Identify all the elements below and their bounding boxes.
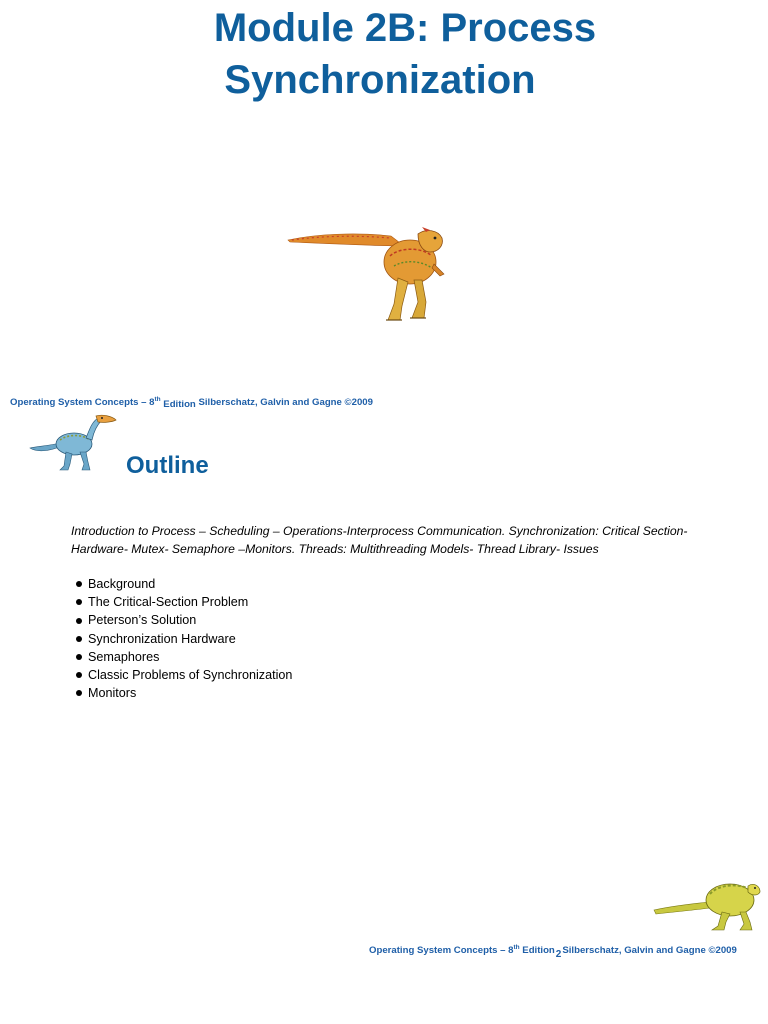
list-item xyxy=(76,593,292,611)
list-item-label: Monitors xyxy=(88,686,137,701)
dinosaur-green-icon xyxy=(652,876,762,932)
list-item-label: Peterson’s Solution xyxy=(88,613,197,628)
list-item xyxy=(76,684,292,702)
list-item xyxy=(76,611,292,629)
list-item xyxy=(76,648,292,666)
dinosaur-blue-icon xyxy=(28,414,118,472)
intro-text: Introduction to Process – Scheduling – Operations-Interprocess Communication. Synchronization: Critical Section-Hardware- Mutex- Semaphore –Monitors. Threads: Multithreading Models- Thread Library- Issues xyxy=(71,524,688,556)
footer-sup: th xyxy=(513,944,520,951)
list-item xyxy=(76,575,292,593)
bullet-icon xyxy=(76,599,82,605)
slide1-title-line1: Module 2B: Process xyxy=(213,6,597,50)
list-item-label: Classic Problems of Synchronization xyxy=(88,668,293,683)
bullet-icon xyxy=(76,690,82,696)
footer-sup: th xyxy=(154,396,161,403)
footer-edition: Edition xyxy=(519,945,555,956)
slide1-title xyxy=(0,2,768,106)
slide2-footer xyxy=(369,942,737,960)
list-item-label: Semaphores xyxy=(88,649,160,664)
footer-book: Operating System Concepts – 8 xyxy=(369,945,514,956)
footer-book: Operating System Concepts – 8 xyxy=(10,397,155,408)
bullet-icon xyxy=(76,672,82,678)
outline-title: Outline xyxy=(126,452,209,479)
bullet-icon xyxy=(76,618,82,624)
list-item-label: Background xyxy=(88,577,156,591)
dinosaur-orange-icon xyxy=(286,226,450,326)
footer-authors: Silberschatz, Galvin and Gagne ©2009 xyxy=(562,945,737,956)
footer-authors: Silberschatz, Galvin and Gagne ©2009 xyxy=(195,397,373,408)
outline-bullet-list xyxy=(76,575,292,702)
bullet-icon xyxy=(76,654,82,660)
list-item-label: Synchronization Hardware xyxy=(88,631,236,646)
slide1-footer xyxy=(10,394,373,409)
bullet-icon xyxy=(76,581,82,587)
bullet-icon xyxy=(76,636,82,642)
list-item xyxy=(76,666,292,684)
list-item-label: The Critical-Section Problem xyxy=(88,595,249,610)
list-item xyxy=(76,630,292,648)
slide1-title-line2: Synchronization xyxy=(224,58,536,102)
footer-edition: Edition xyxy=(160,399,196,410)
page-number: 2 xyxy=(555,949,562,960)
